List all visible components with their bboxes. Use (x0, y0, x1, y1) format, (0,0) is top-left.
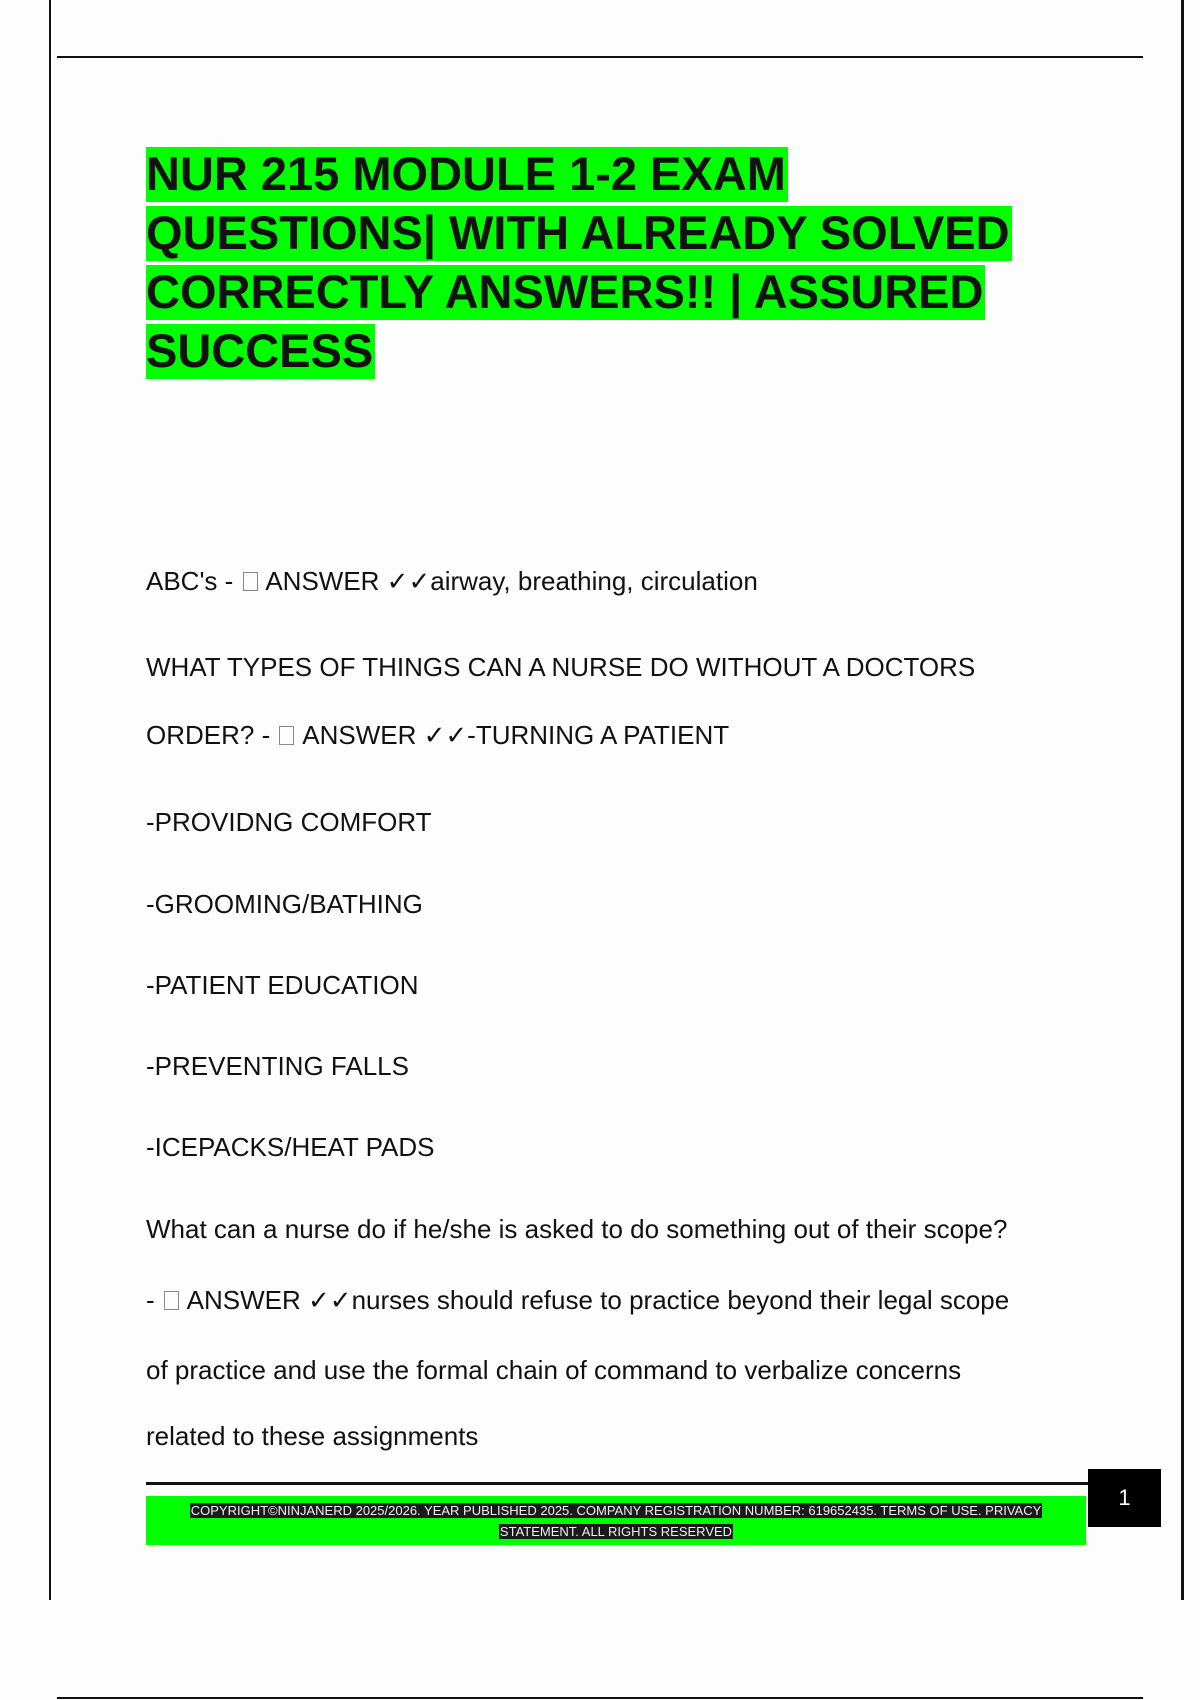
document-title (146, 144, 1086, 380)
line-text: -GROOMING/BATHING (146, 889, 423, 919)
footer-line: COPYRIGHT©NINJANERD 2025/2026. YEAR PUBLISHED 2025. COMPANY REGISTRATION NUMBER: 619652435. TERMS OF USE. PRIVACY (190, 1503, 1042, 1518)
question-line (146, 1214, 1096, 1244)
footer-rule (146, 1482, 1088, 1485)
next-page-header-rule (57, 1697, 1143, 1699)
line-text: What can a nurse do if he/she is asked to do something out of their scope? (146, 1214, 1008, 1244)
answer-continuation (146, 1421, 1096, 1451)
qa-line-scope (146, 1285, 1096, 1315)
header-rule (57, 56, 1143, 58)
copyright-footer (146, 1496, 1086, 1545)
page-border-left (49, 0, 51, 1600)
line-text: ORDER? - (146, 720, 278, 750)
line-text: ABC's - (146, 566, 241, 596)
line-text: - (146, 1285, 162, 1315)
line-text: -ICEPACKS/HEAT PADS (146, 1132, 435, 1162)
missing-glyph-box-icon (243, 572, 258, 591)
line-text: of practice and use the formal chain of command to verbalize concerns (146, 1355, 962, 1385)
page-border-right (1181, 0, 1184, 1600)
line-text: WHAT TYPES OF THINGS CAN A NURSE DO WITHOUT A DOCTORS (146, 652, 976, 682)
title-line: CORRECTLY ANSWERS!! | ASSURED (146, 265, 984, 318)
answer-continuation (146, 1355, 1096, 1385)
answer-text: ANSWER ✓✓nurses should refuse to practice beyond their legal scope (180, 1285, 1010, 1315)
missing-glyph-box-icon (279, 726, 294, 745)
title-line: QUESTIONS| WITH ALREADY SOLVED (146, 206, 1010, 259)
list-item (146, 970, 1096, 1000)
title-line: SUCCESS (146, 324, 374, 377)
title-line: NUR 215 MODULE 1-2 EXAM (146, 147, 786, 200)
page-number: 1 (1088, 1469, 1161, 1527)
list-item (146, 1051, 1096, 1081)
missing-glyph-box-icon (164, 1291, 179, 1310)
answer-text: ANSWER ✓✓-TURNING A PATIENT (296, 720, 730, 750)
question-line (146, 652, 1096, 682)
qa-line-order (146, 720, 1096, 750)
answer-text: ANSWER ✓✓airway, breathing, circulation (259, 566, 758, 596)
line-text: -PROVIDNG COMFORT (146, 807, 432, 837)
line-text: -PREVENTING FALLS (146, 1051, 409, 1081)
list-item (146, 889, 1096, 919)
list-item (146, 807, 1096, 837)
footer-line: STATEMENT. ALL RIGHTS RESERVED (499, 1524, 733, 1539)
line-text: -PATIENT EDUCATION (146, 970, 419, 1000)
list-item (146, 1132, 1096, 1162)
qa-line-abc (146, 566, 1096, 596)
line-text: related to these assignments (146, 1421, 479, 1451)
